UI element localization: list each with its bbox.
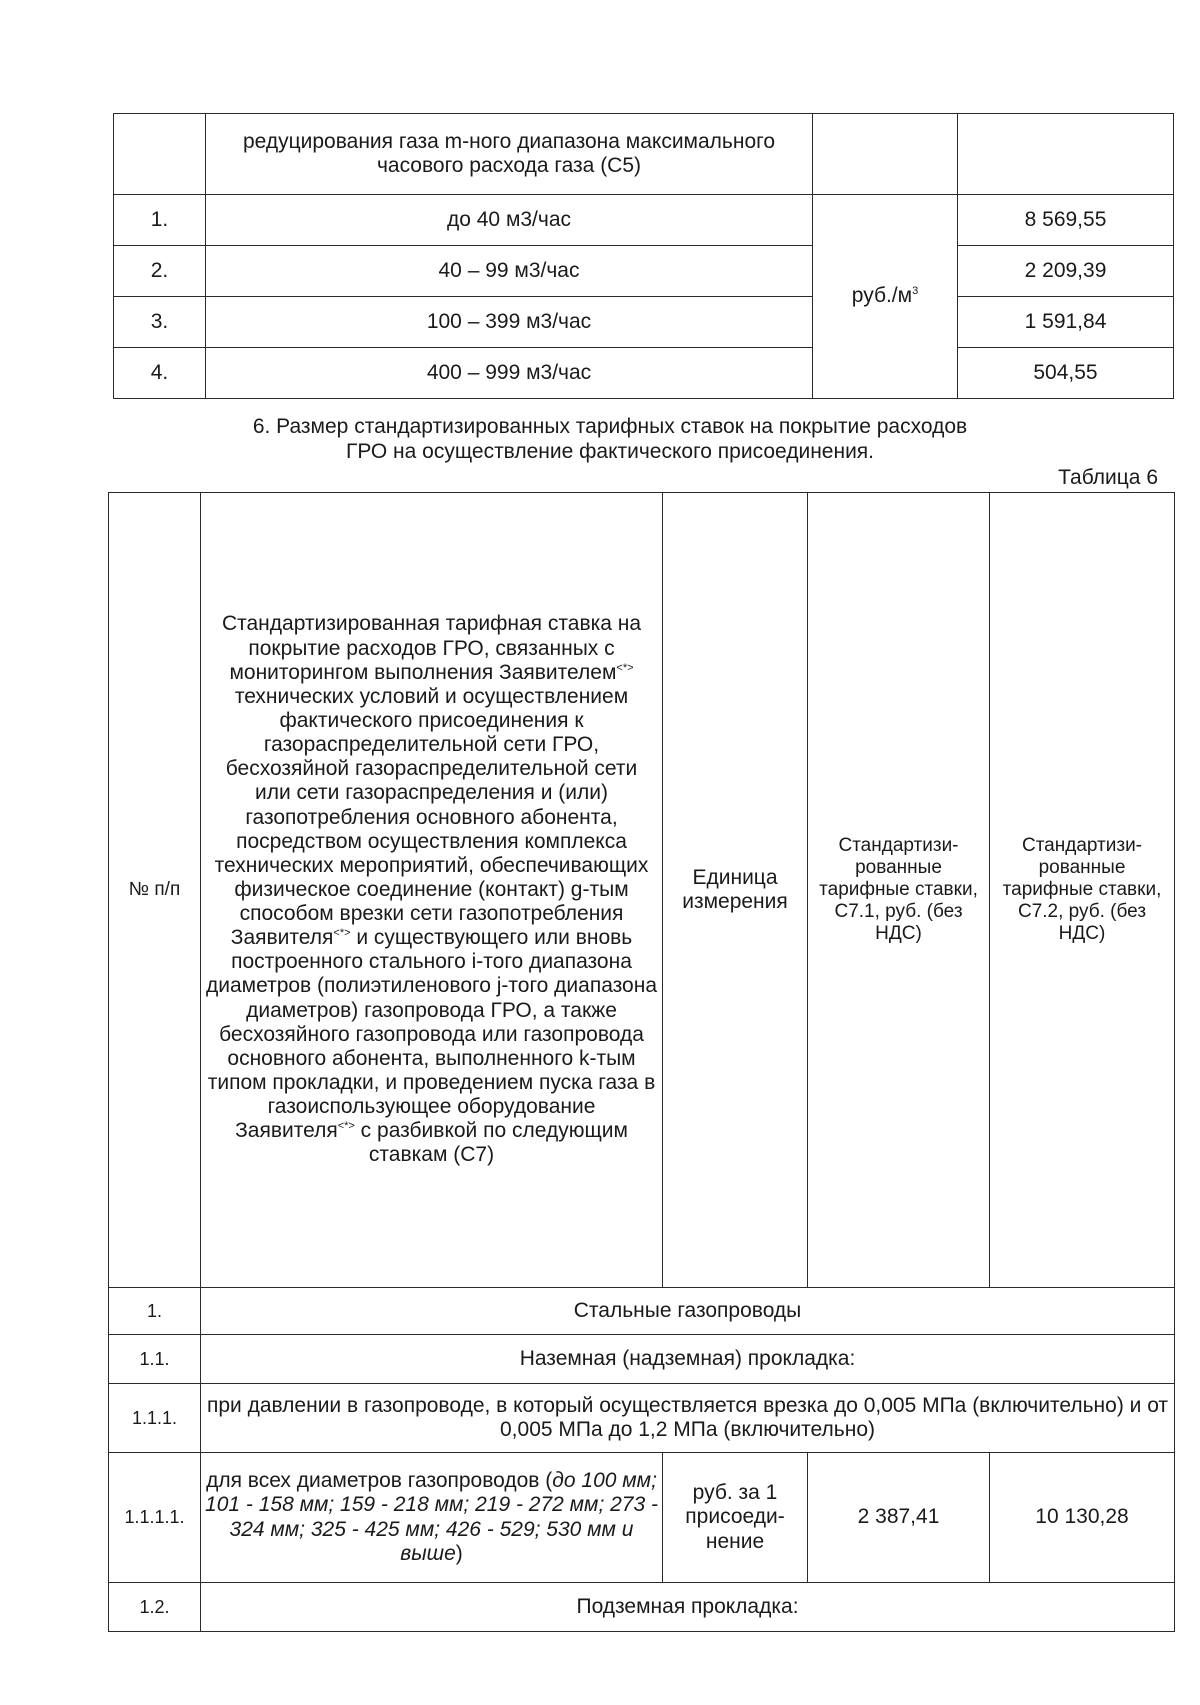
table-row	[114, 195, 1174, 246]
row-unit: руб. за 1 присоеди-нение	[663, 1453, 808, 1583]
table-label: Таблица 6	[1058, 466, 1158, 489]
row-description: для всех диаметров газопроводов (до 100 мм; 101 - 158 мм; 159 - 218 мм; 219 - 272 мм; 273 - 324 мм; 325 - 425 мм; 426 - 529; 530 мм и выше)	[201, 1453, 663, 1583]
table-row	[109, 1384, 1175, 1453]
table-row	[114, 348, 1174, 399]
table-row	[109, 1583, 1175, 1632]
table-cell	[114, 114, 206, 195]
row-label: 400 – 999 м3/час	[206, 348, 813, 399]
row-number: 3.	[114, 297, 206, 348]
table-row	[109, 1288, 1175, 1335]
row-value: 8 569,55	[958, 195, 1174, 246]
row-number: 1.1.1.1.	[109, 1453, 201, 1583]
row-value-c71: 2 387,41	[808, 1453, 990, 1583]
row-value-c72: 10 130,28	[990, 1453, 1175, 1583]
row-label: 40 – 99 м3/час	[206, 246, 813, 297]
row-number: 1.2.	[109, 1583, 201, 1632]
header-number: № п/п	[109, 493, 201, 1288]
table-row	[109, 1335, 1175, 1384]
table-row	[114, 114, 1174, 195]
row-value: 504,55	[958, 348, 1174, 399]
row-label: 100 – 399 м3/час	[206, 297, 813, 348]
row-number: 4.	[114, 348, 206, 399]
row-section-title: Стальные газопроводы	[201, 1288, 1175, 1335]
header-description: Стандартизированная тарифная ставка на покрытие расходов ГРО, связанных с мониторингом выполнения Заявителем<*> технических условий и осуществлением фактического присоединения к газораспределительной сети ГРО, бесхозяйной газораспределительной сети или сети газораспределения и (или) газопотребления основного абонента, посредством осуществления комплекса технических мероприятий, обеспечивающих физическое соединение (контакт) g-тым способом врезки сети газопотребления Заявителя<*> и существующего или вновь построенного стального i-того диапазона диаметров (полиэтиленового j-того диапазона диаметров) газопровода ГРО, а также бесхозяйного газопровода или газопровода основного абонента, выполненного k-тым типом прокладки, и проведением пуска газа в газоиспользующее оборудование Заявителя<*> с разбивкой по следующим ставкам (С7)	[201, 493, 663, 1288]
row-section-title: при давлении в газопроводе, в который осуществляется врезка до 0,005 МПа (включительно) и от 0,005 МПа до 1,2 МПа (включительно)	[201, 1384, 1175, 1453]
table-cell	[813, 114, 958, 195]
row-value: 2 209,39	[958, 246, 1174, 297]
table-cell: редуцирования газа m-ного диапазона максимального часового расхода газа (С5)	[206, 114, 813, 195]
section-heading: 6. Размер стандартизированных тарифных ставок на покрытие расходов ГРО на осуществление фактического присоединения.	[252, 415, 968, 464]
table-cell	[958, 114, 1174, 195]
row-number: 1.	[109, 1288, 201, 1335]
table-row	[109, 1453, 1175, 1583]
table-6	[108, 492, 1175, 1632]
table-header-row	[109, 493, 1175, 1288]
row-number: 1.1.	[109, 1335, 201, 1384]
row-section-title: Наземная (надземная) прокладка:	[201, 1335, 1175, 1384]
row-number: 2.	[114, 246, 206, 297]
row-value: 1 591,84	[958, 297, 1174, 348]
row-number: 1.1.1.	[109, 1384, 201, 1453]
unit-cell: $руб./м^3$	[813, 195, 958, 399]
row-number: 1.	[114, 195, 206, 246]
header-c72: Стандартизи-рованные тарифные ставки, С7.2, руб. (без НДС)	[990, 493, 1175, 1288]
table-row	[114, 297, 1174, 348]
header-c71: Стандартизи-рованные тарифные ставки, С7.1, руб. (без НДС)	[808, 493, 990, 1288]
table-5-continuation	[113, 113, 1174, 399]
row-label: до 40 м3/час	[206, 195, 813, 246]
header-unit: Единица измерения	[663, 493, 808, 1288]
table-row	[114, 246, 1174, 297]
row-section-title: Подземная прокладка:	[201, 1583, 1175, 1632]
